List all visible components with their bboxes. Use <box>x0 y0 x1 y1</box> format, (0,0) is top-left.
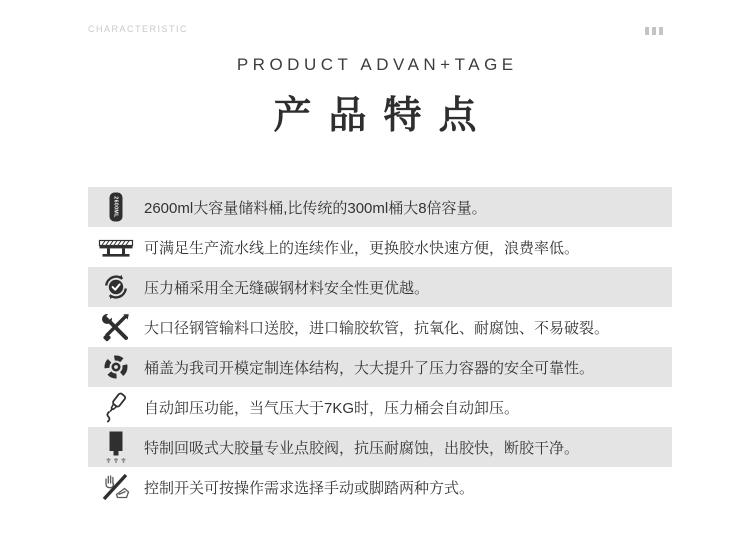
feature-text: 特制回吸式大胶量专业点胶阀，抗压耐腐蚀，出胶快，断胶干净。 <box>144 439 580 457</box>
feature-row <box>88 267 672 307</box>
feature-list <box>88 187 672 507</box>
dispensing-valve-icon <box>98 431 134 463</box>
pressure-relief-valve-icon <box>98 391 134 423</box>
section-title: 产品特点 <box>273 95 494 137</box>
barrel-capacity-label: 2600ML <box>112 196 119 218</box>
certified-check-icon <box>98 272 134 302</box>
feature-text: 2600ml大容量储料桶,比传统的300ml桶大8倍容量。 <box>144 199 487 217</box>
feature-row <box>88 347 672 387</box>
feature-text: 大口径钢管输料口送胶，进口输胶软管，抗氧化、耐腐蚀、不易破裂。 <box>144 319 610 337</box>
gear-hub-icon <box>98 353 134 381</box>
feature-row <box>88 187 672 227</box>
feature-text: 桶盖为我司开模定制连体结构，大大提升了压力容器的安全可靠性。 <box>144 359 595 377</box>
dots-menu-icon <box>645 27 663 35</box>
characteristic-watermark: CHARACTERISTIC <box>88 24 189 34</box>
feature-text: 自动卸压功能，当气压大于7KG时，压力桶会自动卸压。 <box>144 399 520 417</box>
feature-row <box>88 467 672 507</box>
feature-row <box>88 227 672 267</box>
feature-text: 控制开关可按操作需求选择手动或脚踏两种方式。 <box>144 479 475 497</box>
section-subtitle: PRODUCT ADVAN+TAGE <box>236 55 518 74</box>
feature-text: 压力桶采用全无缝碳钢材料安全性更优越。 <box>144 279 430 297</box>
feature-text: 可满足生产流水线上的连续作业，更换胶水快速方便，浪费率低。 <box>144 239 580 257</box>
feature-row <box>88 427 672 467</box>
hand-foot-switch-icon <box>98 471 134 503</box>
barrel-2600ml-icon <box>98 191 134 223</box>
feature-row <box>88 387 672 427</box>
tools-icon <box>98 312 134 342</box>
conveyor-belt-icon <box>98 235 134 259</box>
feature-row <box>88 307 672 347</box>
